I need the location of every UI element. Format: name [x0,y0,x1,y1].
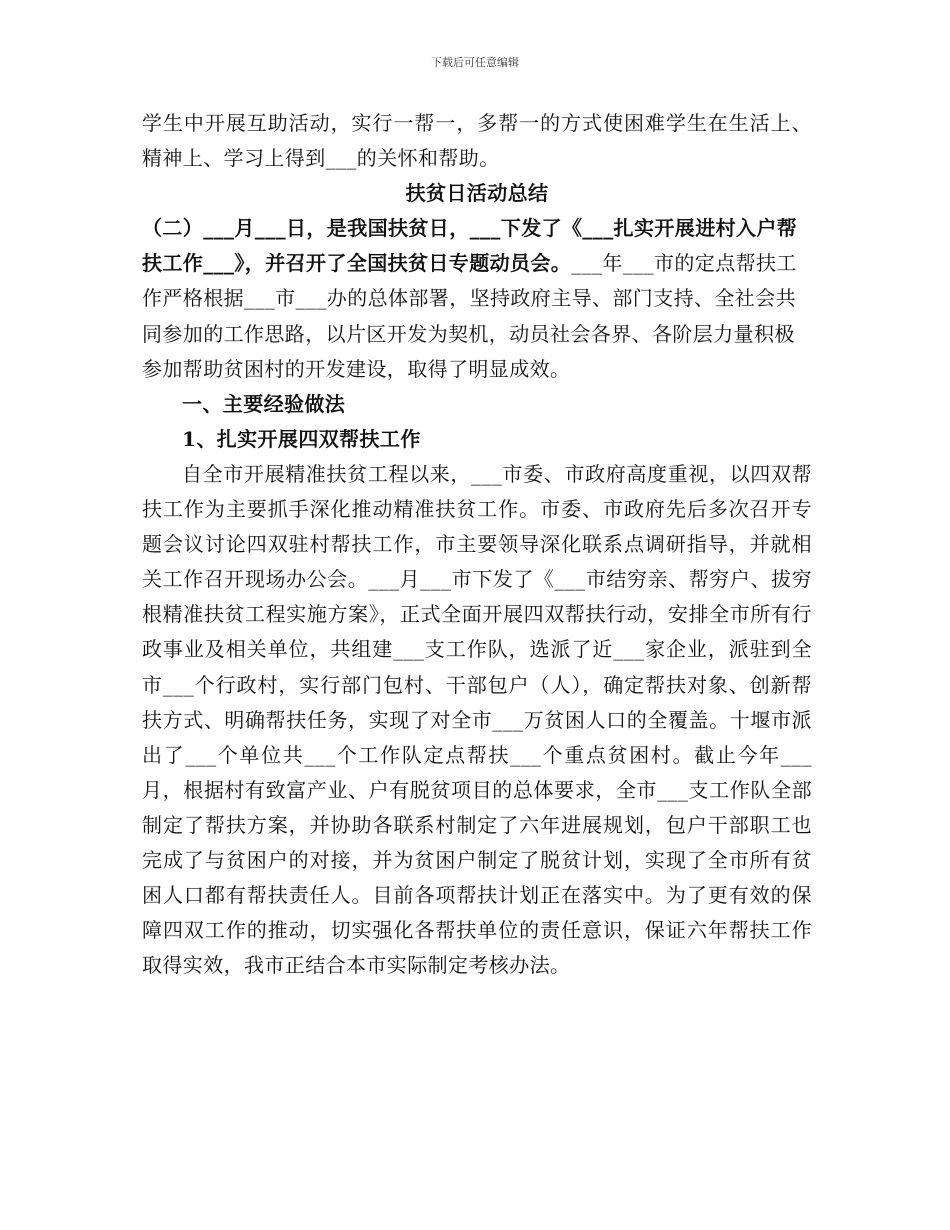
page-header: 下载后可任意编辑 [431,56,519,69]
heading-main-experience: 一、主要经验做法 [182,391,346,416]
paragraph-four-double-body: 自全市开展精准扶贫工程以来，___市委、市政府高度重视，以四双帮扶工作为主要抓手深化推动精准扶贫工作。市委、市政府先后多次召开专题会议讨论四双驻村帮扶工作，市主要领导深化联系点调研指导，并就相关工作召开现场办公会。___月___市下发了《___市结穷亲、帮穷户、拔穷根精准扶贫工程实施方案》，正式全面开展四双帮扶行动，安排全市所有行政事业及相关单位，共组建___支工作队，选派了近___家企业，派驻到全市___个行政村，实行部门包村、干部包户（人），确定帮扶对象、创新帮扶方式、明确帮扶任务，实现了对全市___万贫困人口的全覆盖。十堰市派出了___个单位共___个工作队定点帮扶___个重点贫困村。截止今年___月，根据村有致富产业、户有脱贫项目的总体要求，全市___支工作队全部制定了帮扶方案，并协助各联系村制定了六年进展规划，包户干部职工也完成了与贫困户的对接，并为贫困户制定了脱贫计划，实现了全市所有贫困人口都有帮扶责任人。目前各项帮扶计划正在落实中。为了更有效的保障四双工作的推动，切实强化各帮扶单位的责任意识，保证六年帮扶工作取得实效，我市正结合本市实际制定考核办法。 [142,461,812,978]
heading-four-double: 1、扎实开展四双帮扶工作 [182,426,421,451]
section-title: 扶贫日活动总结 [405,181,549,206]
paragraph-intro: ___年___市的定点帮扶工作严格根据___市___办的总体部署，坚持政府主导、部门支持、全社会共同参加的工作思路，以片区开发为契机，动员社会各界、各阶层力量积极参加帮助贫困村的开发建设，取得了明显成效。 [142,251,797,381]
bold-intro-sentence: （二）___月___日，是我国扶贫日，___下发了《___扎实开展进村入户帮扶工作___》，并召开了全国扶贫日专题动员会。 [142,216,798,276]
paragraph-continuation: 学生中开展互助活动，实行一帮一，多帮一的方式使困难学生在生活上、精神上、学习上得到___的关怀和帮助。 [142,111,812,171]
document-body [142,106,812,983]
